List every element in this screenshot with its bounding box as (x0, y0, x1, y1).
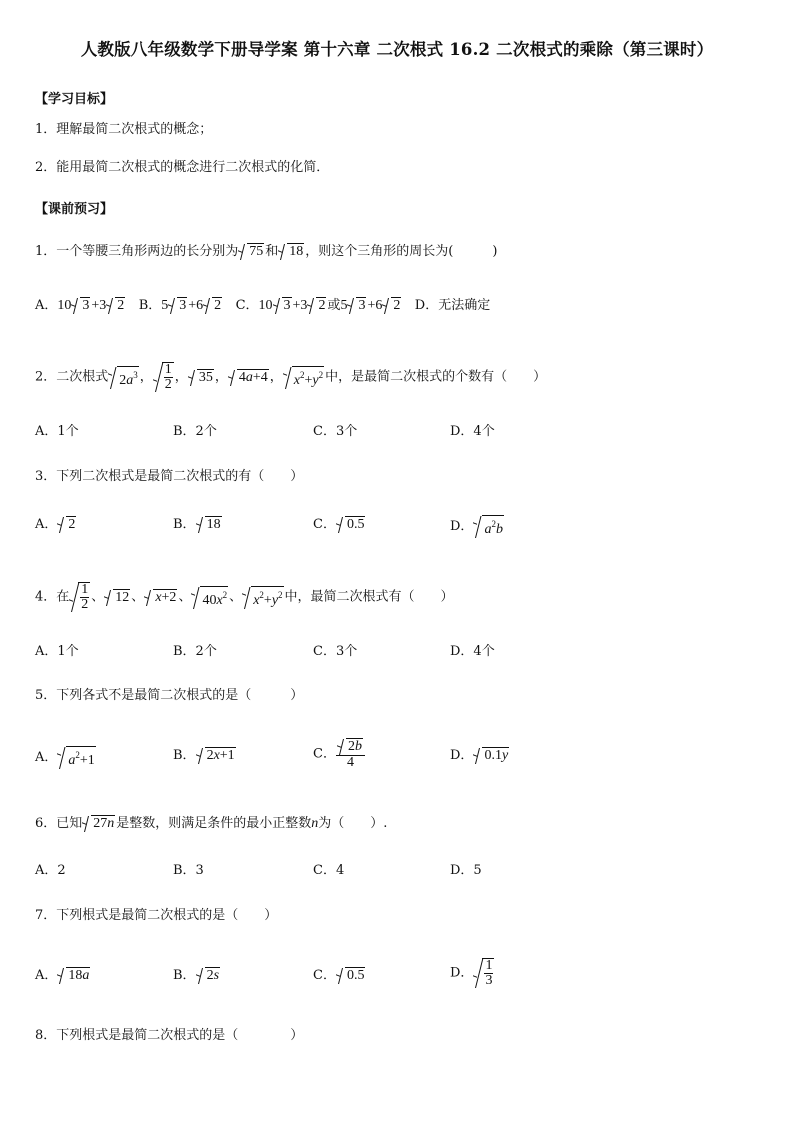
question-3: 3．下列二次根式是最简二次根式的有（ ） (35, 469, 304, 484)
sqrt-27n: 27n (82, 815, 115, 832)
question-1 (35, 242, 497, 262)
q1-option-b-label[interactable]: B． (138, 298, 162, 313)
question-4-tail: 中，最简二次根式有（ ） (284, 589, 454, 605)
question-4-text: 4．在 (35, 589, 70, 605)
question-1-and: 和 (265, 244, 279, 259)
q1-option-c[interactable]: 10 3 +3 2 (258, 298, 326, 314)
q2-option-b[interactable]: B．2个 (173, 424, 217, 439)
question-2-text: 2．二次根式 (35, 369, 109, 385)
q7-option-c[interactable]: C． 0.5 (313, 968, 365, 983)
q3-option-b[interactable]: B． 18 (173, 517, 221, 532)
q3-option-d[interactable]: D． $a^2b$ (450, 515, 505, 538)
q1-option-b[interactable]: 5 3 +6 2 (161, 298, 222, 314)
question-6-tail: 为（ ）. (318, 816, 388, 831)
q3-option-a[interactable]: A． 2 (35, 517, 76, 532)
q5-a-label: A． (35, 750, 58, 765)
question-8: 8．下列根式是最简二次根式的是（ ） (35, 1028, 304, 1043)
q3-a-label: A． (35, 517, 58, 532)
question-4: 4．在 $\frac{1}{2}$ 、 12 、 x+2 、 $40x^2$ 、 $x^2+y^2$ 中，最简二次根式有（ ） (35, 582, 454, 612)
q7-d-label: D． (450, 965, 474, 981)
q7-b-label: B． (173, 968, 196, 983)
q1-or: 或 (327, 298, 341, 313)
q5-option-d[interactable]: D． 0.1y (450, 748, 509, 763)
q5-d-label: D． (450, 748, 474, 763)
sqrt-40x2: $40x^2$ (191, 586, 228, 609)
question-5: 5．下列各式不是最简二次根式的是（ ） (35, 688, 304, 703)
q1-option-d[interactable]: D．无法确定 (414, 298, 491, 313)
q4-option-b[interactable]: B．2个 (173, 644, 217, 659)
sqrt-x2-plus-y2: $x^2+y^2$ (242, 586, 283, 609)
question-2-tail: 中，是最简二次根式的个数有（ ） (325, 369, 547, 385)
q7-option-d[interactable]: D． $\frac{1}{3}$ (450, 958, 493, 988)
q7-option-a[interactable]: A． 18a (35, 968, 90, 983)
sqrt-12: 12 (104, 589, 130, 606)
objectives-heading: 【学习目标】 (35, 92, 114, 107)
q5-option-c[interactable]: C． $\frac{2b}{4}$ (313, 738, 365, 770)
sqrt-75: 75 (238, 243, 264, 260)
q3-d-label: D． (450, 519, 474, 534)
q6-option-c[interactable]: C．4 (313, 863, 345, 878)
objective-2: 2．能用最简二次根式的概念进行二次根式的化简． (35, 160, 330, 175)
question-6-text: 6．已知 (35, 816, 83, 831)
question-2: 2．二次根式 $2a^3$ ， $\frac{1}{2}$ ， 35 ， 4a+4 ， $x^2+y^2$ 中，是最简二次根式的个数有（ ） (35, 362, 547, 392)
q1-option-c-second[interactable]: 5 3 +6 2 (340, 298, 401, 314)
preview-heading: 【课前预习】 (35, 202, 114, 217)
q2-option-c[interactable]: C．3个 (313, 424, 358, 439)
page-title: 人教版八年级数学下册导学案 第十六章 二次根式 16.2 二次根式的乘除（第三课时） (80, 40, 714, 59)
sqrt-4a-plus-4: 4a+4 (228, 369, 269, 386)
objective-1: 1．理解最简二次根式的概念； (35, 122, 213, 137)
q1-option-a-label[interactable]: A． (35, 298, 58, 313)
q5-c-label: C． (313, 746, 336, 762)
question-1-tail: ，则这个三角形的周长为( ) (305, 244, 498, 259)
q1-option-c-label[interactable]: C． (235, 298, 259, 313)
q7-option-b[interactable]: B． 2s (173, 968, 220, 983)
q3-option-c[interactable]: C． 0.5 (313, 517, 365, 532)
q7-a-label: A． (35, 968, 58, 983)
q4-option-c[interactable]: C．3个 (313, 644, 358, 659)
q5-b-label: B． (173, 748, 196, 763)
sqrt-2a3: $2a^3$ (108, 366, 139, 389)
q6-option-d[interactable]: D．5 (450, 863, 482, 878)
q2-option-a[interactable]: A．1个 (35, 424, 79, 439)
q6-option-a[interactable]: A．2 (35, 863, 66, 878)
sqrt-35: 35 (188, 369, 214, 386)
q2-option-d[interactable]: D．4个 (450, 424, 495, 439)
q4-option-a[interactable]: A．1个 (35, 644, 79, 659)
sqrt-half: $\frac{1}{2}$ (153, 362, 174, 392)
q3-c-label: C． (313, 517, 336, 532)
question-1-text: 1．一个等腰三角形两边的长分别为 (35, 244, 239, 259)
question-1-options (35, 296, 490, 316)
q6-option-b[interactable]: B．3 (173, 863, 204, 878)
sqrt-x2-plus-y2: $x^2+y^2$ (283, 366, 324, 389)
sqrt-half: $\frac{1}{2}$ (69, 582, 90, 612)
q5-option-b[interactable]: B． 2x+1 (173, 748, 235, 763)
q1-option-a[interactable]: 10 3 +3 2 (57, 298, 125, 314)
question-6-mid: 是整数，则满足条件的最小正整数 (116, 816, 312, 831)
sqrt-x-plus-2: x+2 (144, 589, 177, 606)
q4-option-d[interactable]: D．4个 (450, 644, 495, 659)
q7-c-label: C． (313, 968, 336, 983)
sqrt-18: 18 (278, 243, 304, 260)
q3-b-label: B． (173, 517, 196, 532)
q5-option-a[interactable]: A． $a^2+1$ (35, 746, 97, 769)
variable-n: n (311, 816, 319, 831)
question-6 (35, 814, 387, 834)
question-7: 7．下列根式是最简二次根式的是（ ） (35, 908, 278, 923)
